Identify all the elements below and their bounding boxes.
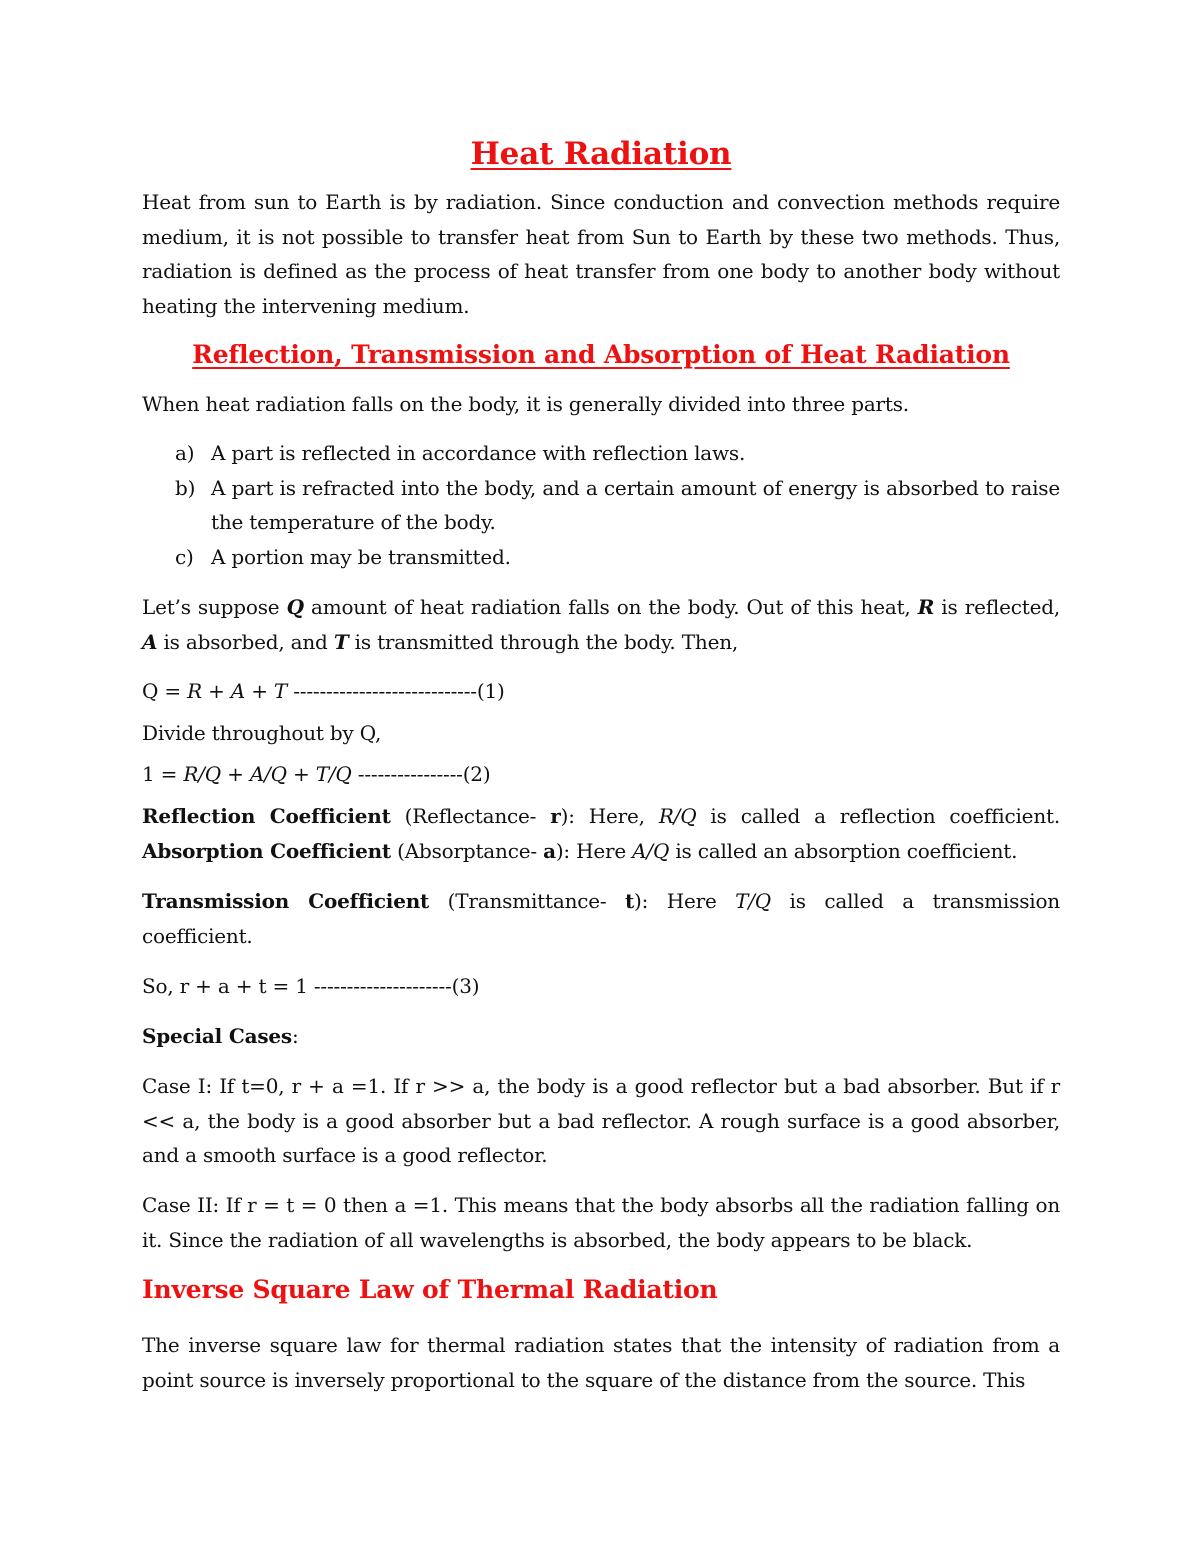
- case-1-paragraph: [142, 1069, 1060, 1173]
- section-heading-reflection: Reflection, Transmission and Absorption of Heat Radiation: [192, 340, 1010, 369]
- intro-paragraph: [142, 185, 1060, 323]
- ratio: A/Q: [632, 838, 670, 863]
- ratio: T/Q: [735, 889, 771, 913]
- inverse-square-text: The inverse square law for thermal radiation states that the intensity of radiation from a point source is inversely proportional to the square of the distance from the source. This: [142, 1333, 1060, 1392]
- case-1-text: Case I: If t=0, r + a =1. If r >> a, the body is a good reflector but a bad absorber. But if r << a, the body is a good absorber but a bad reflector. A rough surface is a good absorber, and a smooth surface is a good reflector.: [142, 1074, 1060, 1167]
- text-run: is absorbed, and: [157, 629, 334, 654]
- equation-number: ----------------------------(1): [287, 679, 505, 703]
- equation-expression: R + A + T: [187, 679, 288, 703]
- text-run: (Reflectance-: [390, 804, 551, 828]
- text-run: is called a reflection coefficient.: [696, 804, 1060, 828]
- text-run: :: [291, 1024, 299, 1048]
- text-run: ): Here: [555, 838, 633, 863]
- text-run: ): Here: [634, 889, 736, 913]
- case-2-paragraph: [142, 1188, 1060, 1257]
- list-item-text: A part is refracted into the body, and a certain amount of energy is absorbed to raise the temperature of the body.: [211, 475, 1060, 534]
- equation-2: [142, 757, 490, 791]
- text-run: Let’s suppose: [142, 595, 287, 619]
- coefficients-paragraph: [142, 799, 1060, 868]
- transmission-term: Transmission Coefficient: [142, 889, 430, 913]
- symbol-r: R: [917, 595, 935, 619]
- text-run: is called a transmission coefficient.: [142, 889, 1060, 948]
- absorption-term: Absorption Coefficient: [142, 838, 391, 863]
- text-run: ): Here,: [560, 804, 659, 828]
- intro-text: Heat from sun to Earth is by radiation. Since conduction and convection methods require medium, it is not possible to transfer heat from Sun to Earth by these two methods. Thus, radiation is defined as the process of heat transfer from one body to another body without heating the intervening medium.: [142, 190, 1060, 318]
- reflection-term: Reflection Coefficient: [142, 804, 391, 828]
- page-title: Heat Radiation: [470, 136, 732, 172]
- inverse-square-paragraph: [142, 1328, 1060, 1397]
- equation-3: So, r + a + t = 1 ---------------------(3): [142, 974, 480, 998]
- list-item-text: A part is reflected in accordance with reflection laws.: [211, 441, 746, 465]
- symbol-t: t: [624, 889, 635, 913]
- symbol-a: a: [543, 838, 556, 863]
- equation-1: [142, 674, 505, 708]
- text-run: (Absorptance-: [390, 838, 544, 863]
- list-marker: b): [175, 475, 196, 500]
- symbol-a: A: [142, 629, 158, 654]
- list-marker: a): [175, 441, 195, 465]
- parts-list: [175, 436, 1060, 574]
- symbol-t: T: [333, 629, 349, 654]
- ratio: R/Q: [658, 804, 697, 828]
- text-run: is transmitted through the body. Then,: [348, 629, 739, 654]
- transmission-paragraph: [142, 884, 1060, 953]
- case-2-text: Case II: If r = t = 0 then a =1. This means that the body absorbs all the radiation falling on it. Since the radiation of all wavelengths is absorbed, the body appears to be black.: [142, 1193, 1060, 1252]
- suppose-paragraph: [142, 590, 1060, 659]
- text-run: amount of heat radiation falls on the body. Out of this heat,: [303, 595, 918, 619]
- divide-line: Divide throughout by Q,: [142, 721, 382, 745]
- section-lead: When heat radiation falls on the body, it is generally divided into three parts.: [142, 392, 909, 416]
- equation-number: ----------------(2): [351, 762, 491, 786]
- equation-lhs: Q =: [142, 679, 188, 703]
- list-item: [175, 436, 1060, 471]
- text-run: is reflected,: [934, 595, 1060, 619]
- symbol-q: Q: [286, 595, 304, 619]
- list-item: [175, 471, 1060, 540]
- list-item-text: A portion may be transmitted.: [211, 544, 511, 569]
- list-marker: c): [175, 544, 194, 569]
- special-cases-label: [142, 1019, 299, 1053]
- text-run: is called an absorption coefficient.: [669, 838, 1018, 863]
- list-item: [175, 540, 1060, 575]
- section-heading-inverse-square: Inverse Square Law of Thermal Radiation: [142, 1275, 718, 1304]
- text-run: (Transmittance-: [429, 889, 625, 913]
- equation-lhs: 1 =: [142, 762, 184, 786]
- special-cases-term: Special Cases: [142, 1024, 292, 1048]
- symbol-r: r: [550, 804, 561, 828]
- equation-expression: R/Q + A/Q + T/Q: [183, 762, 352, 786]
